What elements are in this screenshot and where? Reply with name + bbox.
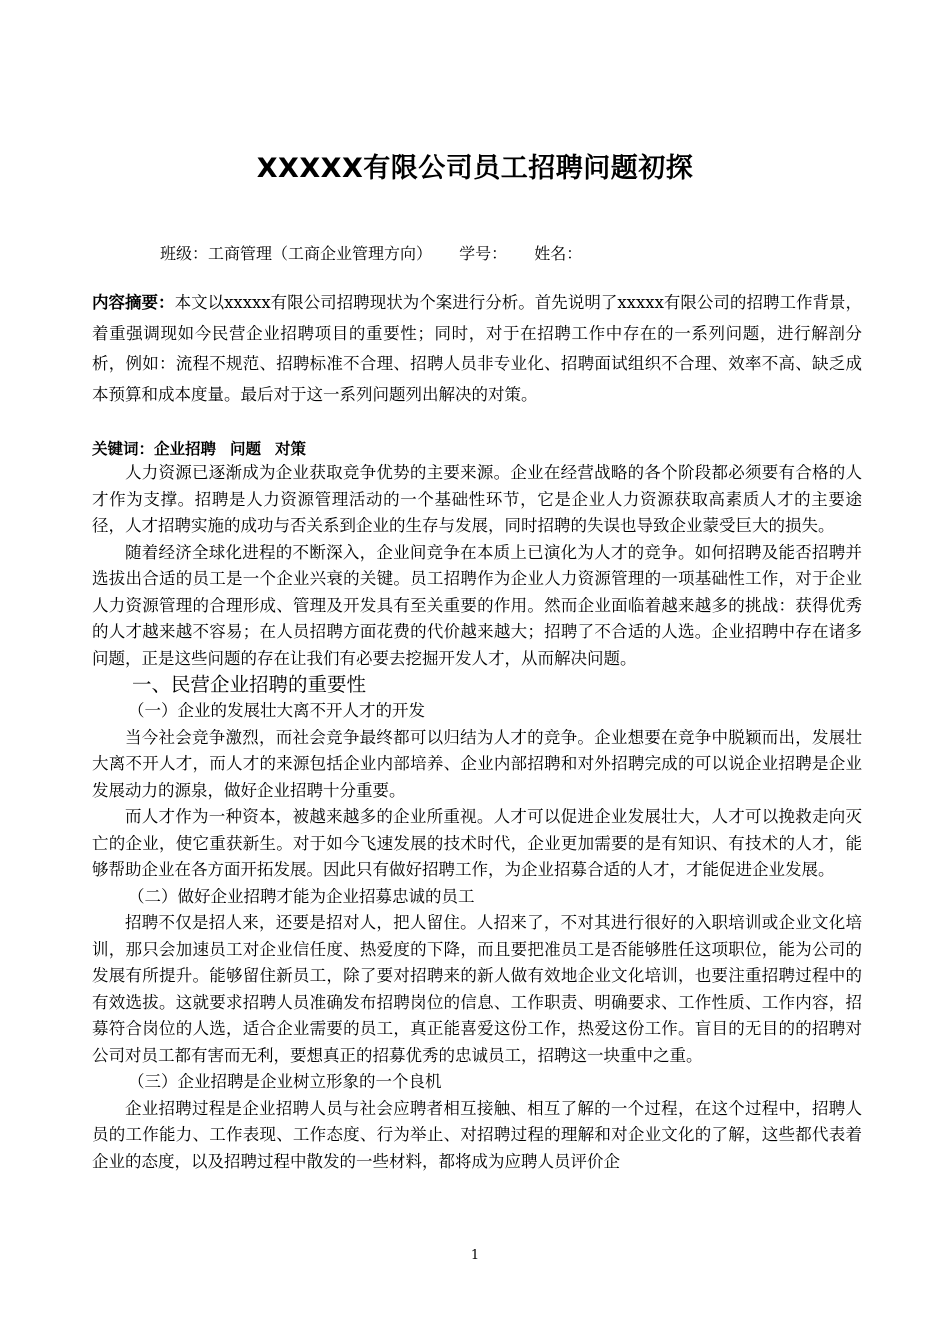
page-title: XXXXX有限公司员工招聘问题初探	[256, 153, 694, 184]
author-info	[160, 241, 604, 264]
paragraph: 企业招聘过程是企业招聘人员与社会应聘者相互接触、相互了解的一个过程，在这个过程中，招聘人员的工作能力、工作表现、工作态度、行为举止、对招聘过程的理解和对企业文化的了解，这些都代表着企业的态度，以及招聘过程中散发的一些材料，都将成为应聘人员评价企	[92, 1098, 862, 1171]
subsection-heading: （三）企业招聘是企业树立形象的一个良机	[128, 1072, 442, 1091]
subsection-heading: （一）企业的发展壮大离不开人才的开发	[128, 701, 425, 720]
keyword-item: 问题	[230, 440, 262, 458]
section-heading: 一、民营企业招聘的重要性	[132, 673, 367, 696]
abstract	[92, 288, 862, 410]
paragraph: 人力资源已逐渐成为企业获取竞争优势的主要来源。企业在经营战略的各个阶段都必须要有合格的人才作为支撑。招聘是人力资源管理活动的一个基础性环节，它是企业人力资源获取高素质人才的主要途径，人才招聘实施的成功与否关系到企业的生存与发展，同时招聘的失误也导致企业蒙受巨大的损失。	[92, 463, 862, 535]
name-field: 姓名：	[534, 244, 583, 263]
class-field: 班级：工商管理（工商企业管理方向）	[160, 244, 433, 263]
paragraph: 当今社会竞争激烈，而社会竞争最终都可以归结为人才的竞争。企业想要在竞争中脱颖而出，发展壮大离不开人才，而人才的来源包括企业内部培养、企业内部招聘和对外招聘完成的可以说企业招聘是企业发展动力的源泉，做好企业招聘十分重要。	[92, 727, 862, 800]
keywords-label: 关键词：	[92, 440, 155, 458]
subsection-heading: （二）做好企业招聘才能为企业招募忠诚的员工	[128, 886, 475, 906]
abstract-text: 本文以xxxxx有限公司招聘现状为个案进行分析。首先说明了xxxxx有限公司的招聘工作背景，着重强调现如今民营企业招聘项目的重要性；同时，对于在招聘工作中存在的一系列问题，进行解剖分析，例如：流程不规范、招聘标准不合理、招聘人员非专业化、招聘面试组织不合理、效率不高、缺乏成本预算和成本度量。最后对于这一系列问题列出解决的对策。	[92, 293, 863, 404]
abstract-label: 内容摘要：	[92, 293, 175, 312]
page-number: 1	[470, 1248, 480, 1263]
paragraph: 随着经济全球化进程的不断深入，企业间竞争在本质上已演化为人才的竞争。如何招聘及能否招聘并选拔出合适的员工是一个企业兴衰的关键。员工招聘作为企业人力资源管理的一项基础性工作，对于企业人力资源管理的合理形成、管理及开发具有至关重要的作用。然而企业面临着越来越多的挑战：获得优秀的人才越来越不容易；在人员招聘方面花费的代价越来越大；招聘了不合适的人选。企业招聘中存在诸多问题，正是这些问题的存在让我们有必要去挖掘开发人才，从而解决问题。	[92, 542, 862, 668]
body-text	[92, 460, 862, 1175]
keyword-item: 对策	[275, 440, 307, 458]
keyword-item: 企业招聘	[154, 440, 217, 458]
paragraph: 招聘不仅是招人来，还要是招对人，把人留住。人招来了，不对其进行很好的入职培训或企业文化培训，那只会加速员工对企业信任度、热爱度的下降，而且要把准员工是否能够胜任这项职位，能为公司的发展有所提升。能够留住新员工，除了要对招聘来的新人做有效地企业文化培训，也要注重招聘过程中的有效选拔。这就要求招聘人员准确发布招聘岗位的信息、工作职责、明确要求、工作性质、工作内容，招募符合岗位的人选，适合企业需要的员工，真正能喜爱这份工作，热爱这份工作。盲目的无目的的招聘对公司对员工都有害而无利，要想真正的招募优秀的忠诚员工，招聘这一块重中之重。	[92, 913, 862, 1065]
student-id-field: 学号：	[459, 244, 508, 263]
paragraph: 而人才作为一种资本，被越来越多的企业所重视。人才可以促进企业发展壮大，人才可以挽救走向灭亡的企业，使它重获新生。对于如今飞速发展的技术时代，企业更加需要的是有知识、有技术的人才，能够帮助企业在各方面开拓发展。因此只有做好招聘工作，为企业招募合适的人才，才能促进企业发展。	[92, 807, 862, 879]
keywords	[92, 437, 320, 459]
